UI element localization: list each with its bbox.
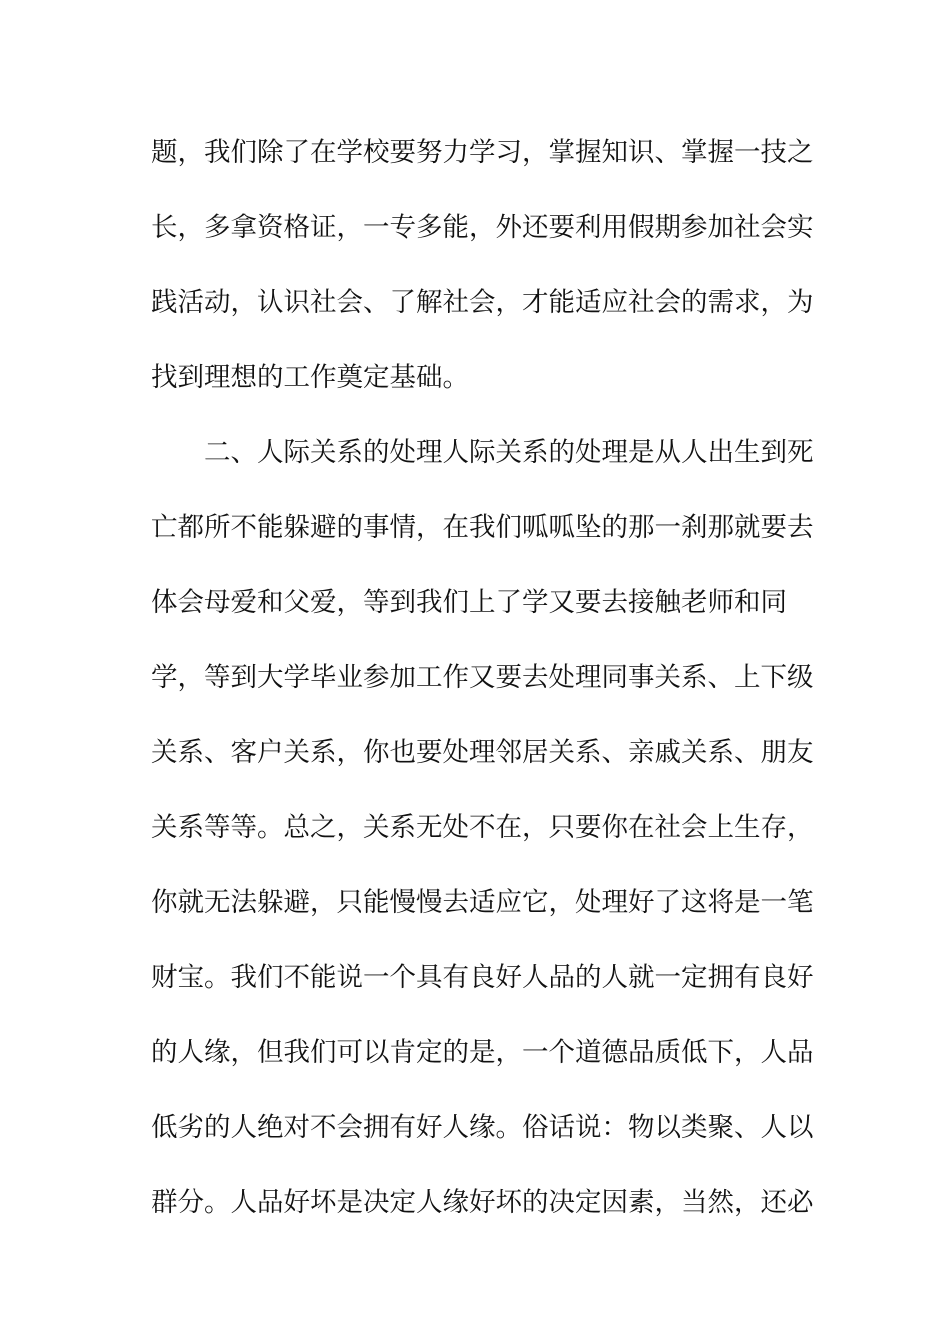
body-text [151,128,814,1253]
text-line: 践活动，认识社会、了解社会，才能适应社会的需求，为 [151,287,814,318]
text-line: 长，多拿资格证，一专多能，外还要利用假期参加社会实 [151,212,814,243]
text-line: 你就无法躲避，只能慢慢去适应它，处理好了这将是一笔 [151,887,814,918]
text-line: 的人缘，但我们可以肯定的是，一个道德品质低下，人品 [151,1037,814,1068]
text-line: 体会母爱和父爱，等到我们上了学又要去接触老师和同 [151,587,787,618]
text-line: 学，等到大学毕业参加工作又要去处理同事关系、上下级 [151,662,814,693]
text-line: 关系、客户关系，你也要处理邻居关系、亲戚关系、朋友 [151,737,814,768]
text-line: 亡都所不能躲避的事情，在我们呱呱坠的那一刹那就要去 [151,512,814,543]
text-line: 财宝。我们不能说一个具有良好人品的人就一定拥有良好 [151,962,814,993]
text-line: 低劣的人绝对不会拥有好人缘。俗话说：物以类聚、人以 [151,1112,814,1143]
text-line: 关系等等。总之，关系无处不在，只要你在社会上生存， [151,812,814,843]
text-line: 群分。人品好坏是决定人缘好坏的决定因素，当然，还必 [151,1187,814,1218]
text-line: 二、人际关系的处理人际关系的处理是从人出生到死 [151,437,814,468]
text-line: 找到理想的工作奠定基础。 [151,362,469,393]
text-line: 题，我们除了在学校要努力学习，掌握知识、掌握一技之 [151,137,814,168]
